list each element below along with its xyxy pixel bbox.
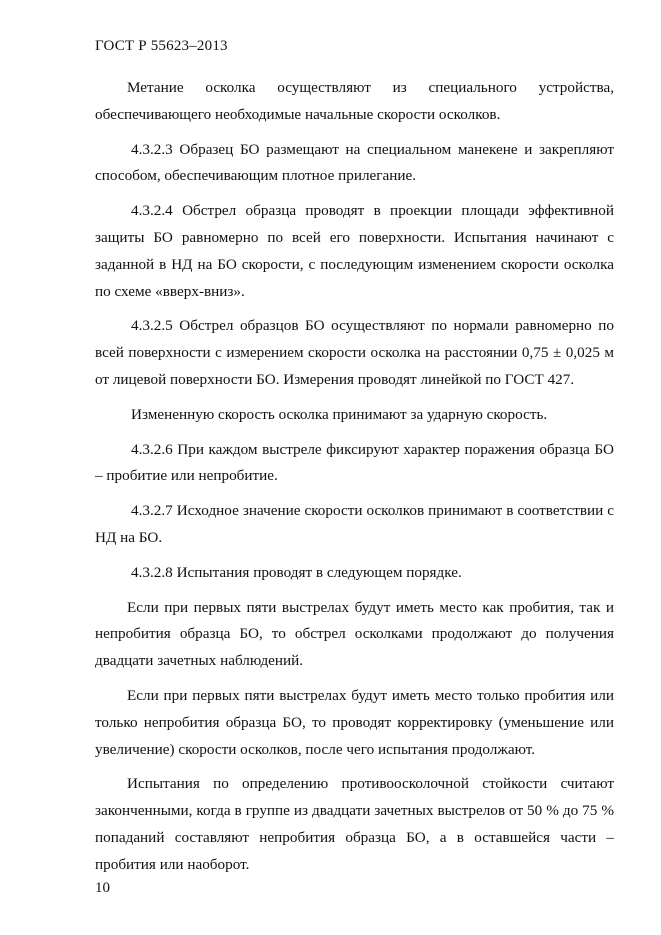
clause-4-3-2-7: 4.3.2.7 Исходное значение скорости осколков принимают в соответствии с НД на БО. [95, 502, 614, 546]
clause-4-3-2-5: 4.3.2.5 Обстрел образцов БО осуществляют по нормали равномерно по всей поверхности с измерением скорости осколка на расстоянии 0,75 ± 0,025 м от лицевой поверхности БО. Измерения проводят линейкой по ГОСТ 427. [95, 317, 614, 388]
paragraph-test-completion: Испытания по определению противоосколочной стойкости считают законченными, когда в группе из двадцати зачетных выстрелов от 50 % до 75 % попаданий составляют непробития образца БО, а в оставшейся части – пробития или наоборот. [95, 775, 614, 873]
clause-4-3-2-6: 4.3.2.6 При каждом выстреле фиксируют характер поражения образца БО – пробитие или непробитие. [95, 440, 614, 485]
page-number: 10 [95, 880, 110, 896]
clause-4-3-2-4: 4.3.2.4 Обстрел образца проводят в проекции площади эффективной защиты БО равномерно по всей его поверхности. Испытания начинают с заданной в НД на БО скорости, с последующим изменением скорости осколка по схеме «вверх-вниз». [95, 202, 614, 300]
paragraph-impact-velocity: Измененную скорость осколка принимают за ударную скорость. [131, 405, 548, 423]
document-body [95, 75, 614, 887]
paragraph-mixed-results: Если при первых пяти выстрелах будут иметь место как пробития, так и непробития образца БО, то обстрел осколками продолжают до получения двадцати зачетных наблюдений. [95, 598, 614, 670]
standard-code-header: ГОСТ Р 55623–2013 [95, 38, 228, 54]
paragraph-uniform-results: Если при первых пяти выстрелах будут иметь место только пробития или только непробития образца БО, то проводят корректировку (уменьшение или увеличение) скорости осколков, после чего испытания продолжают. [95, 686, 614, 758]
paragraph-fragment-launch: Метание осколка осуществляют из специального устройства, обеспечивающего необходимые начальные скорости осколков. [95, 79, 614, 123]
clause-4-3-2-3: 4.3.2.3 Образец БО размещают на специальном манекене и закрепляют способом, обеспечивающим плотное прилегание. [95, 140, 614, 185]
clause-4-3-2-8: 4.3.2.8 Испытания проводят в следующем порядке. [131, 563, 462, 581]
